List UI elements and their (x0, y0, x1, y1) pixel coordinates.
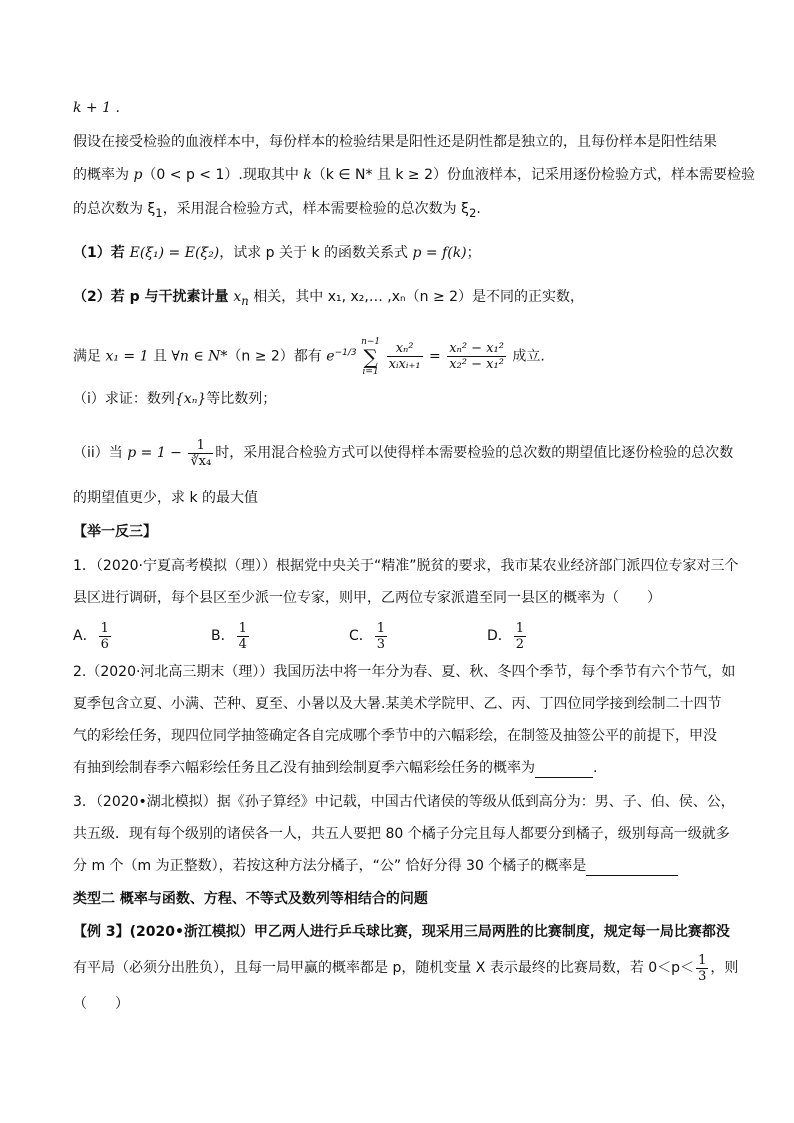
option-d[interactable]: D． $\frac{1}{2}$ (487, 620, 525, 652)
question-3-line2: 共五级．现有每个级别的诸侯各一人，共五人要把 80 个橘子分完且每人都要分到橘子，级别每高一级就多 (73, 826, 730, 842)
line-part-2: （2）若 p 与干扰素计量 $x_n$ 相关，其中 x₁, x₂,… ,xₙ（n ≥ 2）是不同的正实数， (73, 289, 585, 308)
question-2-line4: 有抽到绘制春季六幅彩绘任务且乙没有抽到绘制夏季六幅彩绘任务的概率为 . (73, 760, 598, 776)
question-2-line3: 气的彩绘任务，现四位同学抽签确定各自完成哪个季节中的六幅彩绘，在制签及抽签公平的前提下，甲没 (73, 728, 717, 744)
answer-blank-q3[interactable] (586, 859, 678, 876)
sum-fraction: $\frac{\text{xₙ²}}{\text{xᵢxᵢ₊₁}}$ (388, 341, 421, 373)
p-fraction: $\frac{1}{\text{∛x₄}}$ (190, 437, 212, 469)
line-part-i: （i）求证：数列{xₙ}等比数列； (73, 391, 277, 407)
question-3-line1: 3．（2020•湖北模拟）据《孙子算经》中记载，中国古代诸侯的等级从低到高分为：男、子、伯、侯、公， (73, 794, 735, 810)
option-b[interactable]: B． $\frac{1}{4}$ (211, 620, 247, 652)
heading-practice: 【举一反三】 (73, 524, 157, 540)
line-probability: 的概率为 p（0 < p < 1）.现取其中 k（k ∈ N* 且 k ≥ 2）份血液样本，记采用逐份检验方式，样本需要检验 (73, 167, 756, 183)
line-part-ii: （ii）当 p = 1 − $\frac{1}{\text{∛x₄}}$ 时，采用混合检验方式可以使得样本需要检验的总次数的期望值比逐份检验的总次数 (73, 437, 734, 469)
rhs-fraction: $\frac{\text{xₙ² − x₁²}}{\text{x₂² − x₁²}}$ (449, 341, 504, 373)
question-1: 1．（2020·宁夏高考模拟（理））根据党中央关于“精准”脱贫的要求，我市某农业经济部门派四位专家对三个 (73, 558, 739, 574)
example-3-line2: 有平局（必须分出胜负），且每一局甲赢的概率都是 p，随机变量 X 表示最终的比赛局数，若 0＜p＜ $\frac{1}{3}$ ，则 (73, 952, 739, 984)
line-k-plus-1: k + 1 . (73, 100, 120, 116)
line-assumption: 假设在接受检验的血液样本中，每份样本的检验结果是阳性还是阴性都是独立的，且每份样本是阳性结果 (73, 134, 717, 150)
example-3-line1: 【例 3】(2020•浙江模拟）甲乙两人进行乒乓球比赛，现采用三局两胜的比赛制度，规定每一局比赛都没 (73, 924, 730, 940)
ex3-fraction: $\frac{1}{3}$ (698, 952, 707, 984)
question-2-line2: 夏季包含立夏、小满、芒种、夏至、小暑以及大暑.某美术学院甲、乙、丙、丁四位同学接到绘制二十四节 (73, 696, 722, 712)
question-3-line3: 分 m 个（m 为正整数），若按这种方法分橘子，“公” 恰好分得 30 个橘子的概率是 (73, 856, 678, 876)
option-a[interactable]: A． $\frac{1}{6}$ (73, 620, 109, 652)
option-c[interactable]: C． $\frac{1}{3}$ (349, 620, 386, 652)
line-total-counts: 的总次数为 $\xi_1$，采用混合检验方式，样本需要检验的总次数为 $\xi_2$. (73, 201, 481, 220)
exponent: −1/3 (334, 348, 357, 358)
question-2-line1: 2.（2020·河北高三期末（理））我国历法中将一年分为春、夏、秋、冬四个季节，每个季节有六个节气，如 (73, 664, 736, 680)
example-3-options-paren: （ ） (73, 996, 129, 1012)
answer-blank-q2[interactable] (535, 761, 593, 778)
euler-e: e (326, 348, 335, 365)
line-part-1: （1）若 E(ξ₁) = E(ξ₂)，试求 p 关于 k 的函数关系式 p = f(k)； (73, 245, 481, 261)
summation: n−1 ∑ i=1 (361, 336, 381, 377)
question-1-cont: 县区进行调研，每个县区至少派一位专家，则甲，乙两位专家派遣至同一县区的概率为（ ） (73, 590, 661, 606)
line-condition-formula: 满足 x₁ = 1 且 ∀n ∈ N*（n ≥ 2）都有 $e^{-1/3}$ n−1 ∑ i=1 $\frac{\text{xₙ²}}{\text{xᵢxᵢ₊₁}}$ = $\frac{\text{xₙ² − x₁²}}{\text{x₂² − x₁²}}$ 成立. (73, 336, 545, 377)
line-max-k: 的期望值更少，求 k 的最大值 (73, 490, 259, 506)
section-type-2: 类型二 概率与函数、方程、不等式及数列等相结合的问题 (73, 891, 428, 907)
